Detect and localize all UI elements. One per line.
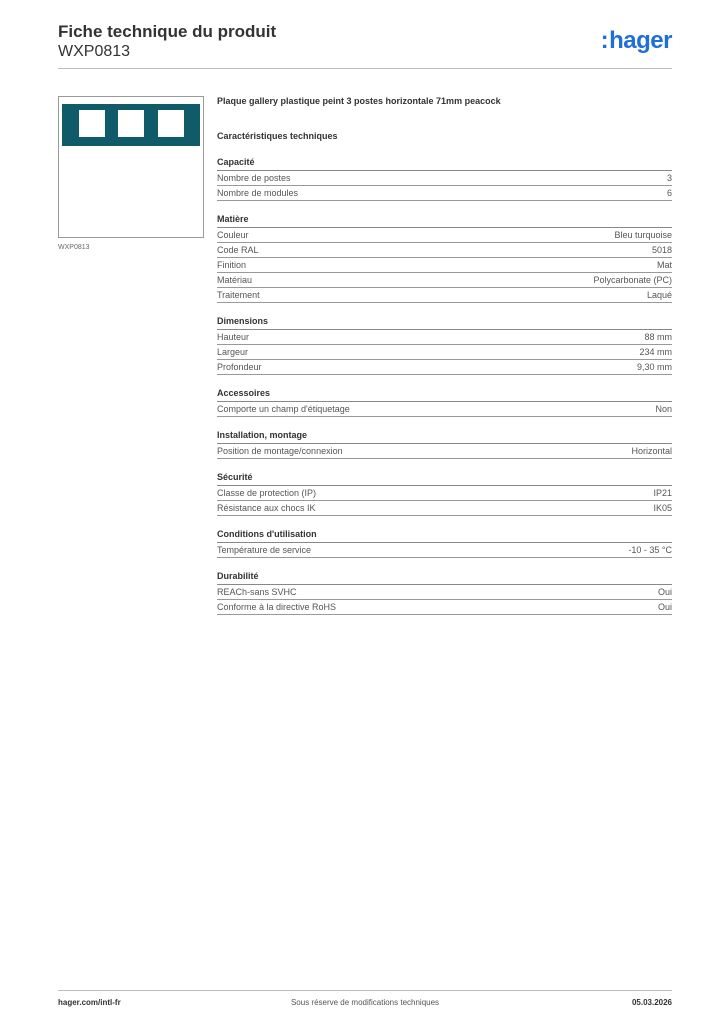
footer-website: hager.com/intl-fr xyxy=(58,998,121,1007)
product-reference: WXP0813 xyxy=(58,43,131,60)
spec-value: Bleu turquoise xyxy=(614,230,672,240)
section-title: Conditions d'utilisation xyxy=(217,529,672,543)
spec-section xyxy=(217,529,672,558)
spec-row xyxy=(217,585,672,600)
spec-section xyxy=(217,472,672,516)
spec-row xyxy=(217,228,672,243)
spec-value: 6 xyxy=(666,188,672,198)
spec-value: 3 xyxy=(666,173,672,183)
spec-value: Mat xyxy=(656,260,672,270)
spec-value: IK05 xyxy=(653,503,672,513)
plate-slot xyxy=(118,110,144,137)
spec-value: 88 mm xyxy=(644,332,672,342)
plate-slot xyxy=(79,110,105,137)
plate-slot xyxy=(158,110,184,137)
plate-illustration xyxy=(62,104,200,146)
spec-row xyxy=(217,171,672,186)
spec-section xyxy=(217,214,672,303)
spec-row xyxy=(217,402,672,417)
spec-label: Hauteur xyxy=(217,332,250,342)
spec-sections xyxy=(217,157,672,615)
product-image xyxy=(58,96,204,238)
footer-date: 05.03.2026 xyxy=(631,998,672,1007)
spec-section xyxy=(217,571,672,615)
spec-content xyxy=(217,95,672,615)
spec-value: Oui xyxy=(657,602,672,612)
footer-divider xyxy=(58,990,672,991)
spec-value: 9,30 mm xyxy=(636,362,672,372)
footer-disclaimer: Sous réserve de modifications techniques xyxy=(290,998,440,1007)
spec-row xyxy=(217,345,672,360)
spec-label: REACh-sans SVHC xyxy=(217,587,297,597)
spec-row xyxy=(217,243,672,258)
spec-label: Comporte un champ d'étiquetage xyxy=(217,404,350,414)
spec-section xyxy=(217,157,672,201)
spec-value: 234 mm xyxy=(639,347,672,357)
spec-row xyxy=(217,330,672,345)
spec-label: Couleur xyxy=(217,230,249,240)
spec-row xyxy=(217,543,672,558)
spec-label: Nombre de postes xyxy=(217,173,291,183)
spec-label: Code RAL xyxy=(217,245,259,255)
spec-section xyxy=(217,388,672,417)
spec-label: Finition xyxy=(217,260,247,270)
spec-value: Horizontal xyxy=(631,446,672,456)
spec-row xyxy=(217,273,672,288)
spec-row xyxy=(217,600,672,615)
spec-row xyxy=(217,186,672,201)
section-title: Sécurité xyxy=(217,472,672,486)
section-title: Durabilité xyxy=(217,571,672,585)
spec-value: Oui xyxy=(657,587,672,597)
spec-label: Résistance aux chocs IK xyxy=(217,503,316,513)
spec-row xyxy=(217,258,672,273)
section-title: Dimensions xyxy=(217,316,672,330)
spec-label: Nombre de modules xyxy=(217,188,299,198)
spec-row xyxy=(217,486,672,501)
spec-section xyxy=(217,316,672,375)
spec-label: Conforme à la directive RoHS xyxy=(217,602,337,612)
image-caption: WXP0813 xyxy=(58,244,90,251)
section-title: Matière xyxy=(217,214,672,228)
spec-row xyxy=(217,360,672,375)
logo-text: hager xyxy=(609,27,672,54)
page-title: Fiche technique du produit xyxy=(58,22,277,41)
product-name: Plaque gallery plastique peint 3 postes horizontale 71mm peacock xyxy=(217,96,501,106)
spec-label: Température de service xyxy=(217,545,312,555)
spec-label: Traitement xyxy=(217,290,260,300)
section-title: Capacité xyxy=(217,157,672,171)
spec-label: Classe de protection (IP) xyxy=(217,488,317,498)
page-header xyxy=(58,22,276,62)
header-divider xyxy=(58,68,672,69)
spec-label: Matériau xyxy=(217,275,253,285)
spec-value: IP21 xyxy=(653,488,672,498)
spec-row xyxy=(217,444,672,459)
spec-value: Non xyxy=(655,404,672,414)
tech-heading: Caractéristiques techniques xyxy=(217,131,338,141)
spec-section xyxy=(217,430,672,459)
spec-value: Polycarbonate (PC) xyxy=(593,275,672,285)
spec-label: Position de montage/connexion xyxy=(217,446,343,456)
spec-row xyxy=(217,501,672,516)
spec-label: Largeur xyxy=(217,347,249,357)
spec-label: Profondeur xyxy=(217,362,262,372)
section-title: Installation, montage xyxy=(217,430,672,444)
spec-value: 5018 xyxy=(651,245,672,255)
hager-logo: :hager xyxy=(600,27,672,54)
spec-value: -10 - 35 °C xyxy=(628,545,672,555)
spec-row xyxy=(217,288,672,303)
spec-value: Laqué xyxy=(646,290,672,300)
section-title: Accessoires xyxy=(217,388,672,402)
